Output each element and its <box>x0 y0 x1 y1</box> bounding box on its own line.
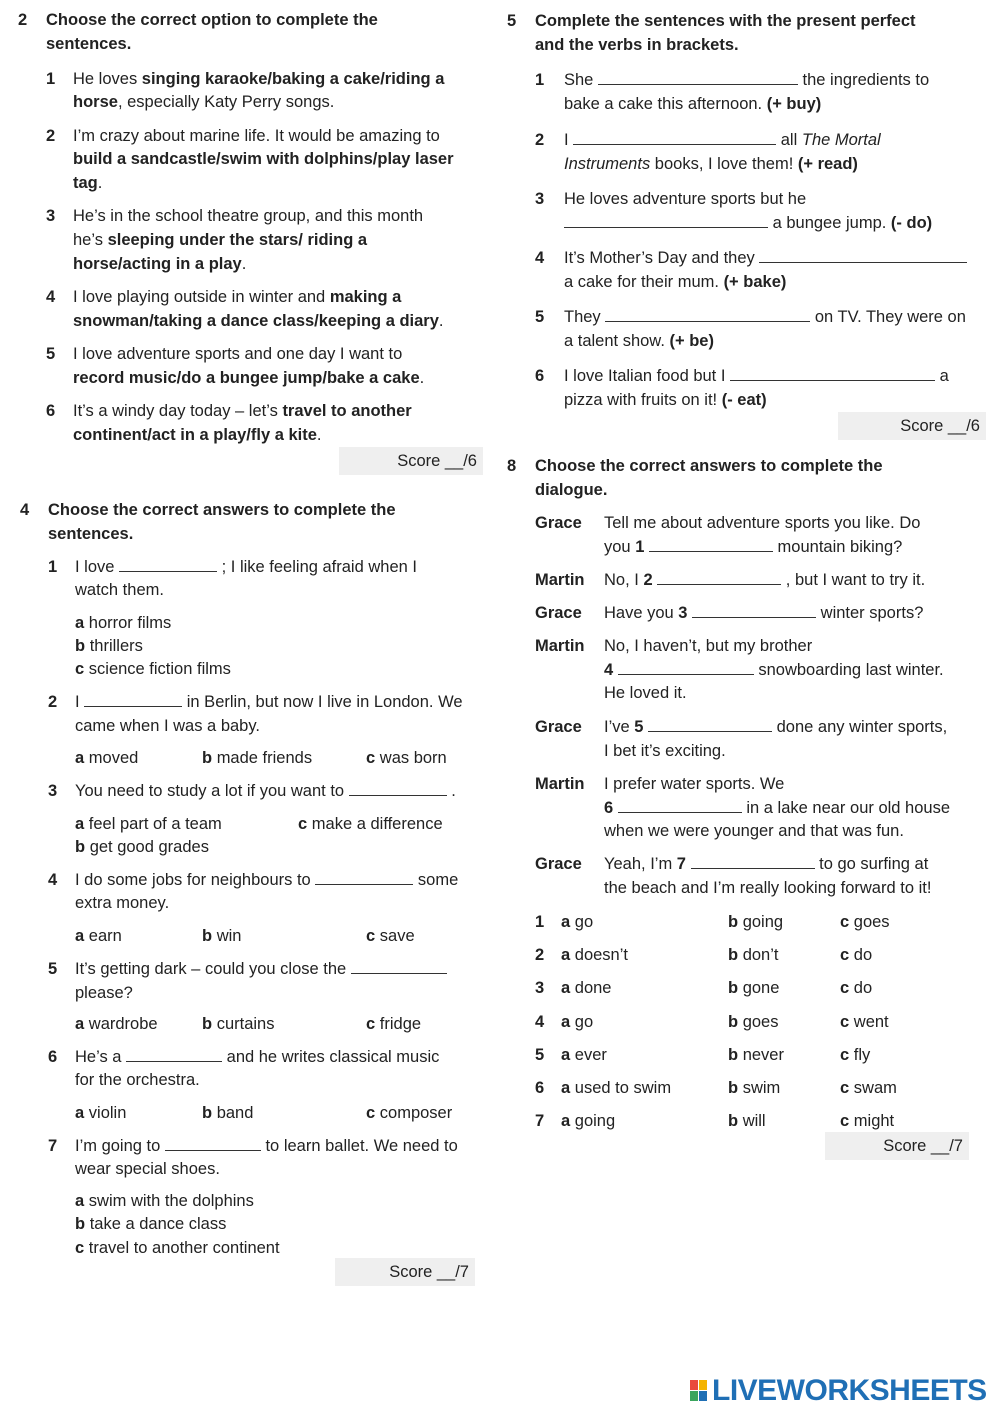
item-number: 5 <box>535 308 545 326</box>
option-c[interactable]: c was born <box>366 749 447 767</box>
answer-blank[interactable] <box>165 1136 261 1151</box>
answer-number: 4 <box>535 1013 545 1031</box>
item-number: 4 <box>535 249 545 267</box>
logo-grid-icon <box>690 1380 708 1402</box>
option-b[interactable]: b gone <box>728 979 780 997</box>
item-number: 4 <box>46 288 56 306</box>
answer-blank[interactable] <box>618 798 742 813</box>
dialogue-line: Have you 3 winter sports? <box>604 604 924 622</box>
question-text: I do some jobs for neighbours to some <box>75 871 459 889</box>
item-text: He loves singing karaoke/baking a cake/riding a <box>73 70 445 88</box>
score-box: Score __/7 <box>335 1258 475 1286</box>
option-a[interactable]: a used to swim <box>561 1079 672 1097</box>
option-c[interactable]: c might <box>840 1112 895 1130</box>
question-text: I in Berlin, but now I live in London. We <box>75 693 463 711</box>
answer-blank[interactable] <box>315 870 413 885</box>
answer-blank[interactable] <box>692 603 816 618</box>
exercise-number: 4 <box>20 501 30 519</box>
logo-square <box>690 1391 698 1401</box>
speaker-martin: Martin <box>535 775 585 793</box>
item-text: build a sandcastle/swim with dolphins/play laser <box>73 150 454 168</box>
option-c[interactable]: c swam <box>840 1079 897 1097</box>
answer-blank[interactable] <box>119 557 217 572</box>
item-text: pizza with fruits on it! (- eat) <box>564 391 767 409</box>
speaker-martin: Martin <box>535 637 585 655</box>
exercise-title: Choose the correct option to complete the <box>46 11 378 29</box>
item-number: 5 <box>46 345 56 363</box>
dialogue-line: when we were younger and that was fun. <box>604 822 904 840</box>
score-box: Score __/6 <box>339 447 483 475</box>
dialogue-line: the beach and I’m really looking forward to it! <box>604 879 932 897</box>
option-b[interactable]: b going <box>728 913 784 931</box>
question-text: came when I was a baby. <box>75 717 260 735</box>
item-number: 6 <box>46 402 56 420</box>
answer-number: 7 <box>535 1112 545 1130</box>
option-b[interactable]: b will <box>728 1112 766 1130</box>
option-a[interactable]: a done <box>561 979 612 997</box>
option-b[interactable]: b take a dance class <box>75 1215 227 1233</box>
answer-blank[interactable] <box>649 537 773 552</box>
option-c[interactable]: c composer <box>366 1104 453 1122</box>
speaker-grace: Grace <box>535 855 582 873</box>
answer-blank[interactable] <box>618 660 754 675</box>
option-a[interactable]: a ever <box>561 1046 607 1064</box>
exercise-title: Choose the correct answers to complete the <box>535 457 883 475</box>
answer-blank[interactable] <box>351 959 447 974</box>
answer-number: 2 <box>535 946 545 964</box>
item-text: a talent show. (+ be) <box>564 332 714 350</box>
answer-blank[interactable] <box>730 366 935 381</box>
question-text: He’s a and he writes classical music <box>75 1048 440 1066</box>
answer-blank[interactable] <box>759 248 967 263</box>
dialogue-line: I’ve 5 done any winter sports, <box>604 718 948 736</box>
item-number: 2 <box>46 127 56 145</box>
question-text: wear special shoes. <box>75 1160 220 1178</box>
option-b[interactable]: b curtains <box>202 1015 275 1033</box>
speaker-grace: Grace <box>535 718 582 736</box>
item-text: continent/act in a play/fly a kite. <box>73 426 322 444</box>
item-number: 3 <box>46 207 56 225</box>
answer-blank[interactable] <box>349 781 447 796</box>
answer-blank[interactable] <box>657 570 781 585</box>
item-text: horse, especially Katy Perry songs. <box>73 93 335 111</box>
answer-blank[interactable] <box>691 854 815 869</box>
item-text: horse/acting in a play. <box>73 255 247 273</box>
score-box: Score __/7 <box>825 1132 969 1160</box>
item-number: 6 <box>535 367 545 385</box>
question-text: I’m going to to learn ballet. We need to <box>75 1137 458 1155</box>
exercise-title: sentences. <box>48 525 134 543</box>
exercise-number: 8 <box>507 457 517 475</box>
item-text: bake a cake this afternoon. (+ buy) <box>564 95 822 113</box>
question-number: 7 <box>48 1137 58 1155</box>
option-a[interactable]: a feel part of a team <box>75 815 222 833</box>
item-text: Instruments books, I love them! (+ read) <box>564 155 858 173</box>
dialogue-line: I prefer water sports. We <box>604 775 785 793</box>
logo-text: LIVEWORKSHEETS <box>712 1374 987 1407</box>
item-text: I love playing outside in winter and making a <box>73 288 402 306</box>
dialogue-line: 4 snowboarding last winter. <box>604 661 944 679</box>
exercise-title: Complete the sentences with the present perfect <box>535 12 916 30</box>
question-text: please? <box>75 984 133 1002</box>
exercise-title: dialogue. <box>535 481 608 499</box>
speaker-grace: Grace <box>535 514 582 532</box>
item-text: She the ingredients to <box>564 71 930 89</box>
option-c[interactable]: c make a difference <box>298 815 443 833</box>
item-text: He loves adventure sports but he <box>564 190 807 208</box>
logo-square <box>690 1380 698 1390</box>
item-text: he’s sleeping under the stars/ riding a <box>73 231 368 249</box>
option-a[interactable]: a going <box>561 1112 616 1130</box>
dialogue-line: No, I 2 , but I want to try it. <box>604 571 926 589</box>
dialogue-line: 6 in a lake near our old house <box>604 799 951 817</box>
answer-blank[interactable] <box>573 130 776 145</box>
question-number: 4 <box>48 871 58 889</box>
question-number: 1 <box>48 558 58 576</box>
logo-square <box>699 1380 707 1390</box>
question-number: 3 <box>48 782 58 800</box>
question-text: watch them. <box>75 581 164 599</box>
option-a[interactable]: a violin <box>75 1104 127 1122</box>
item-text: I all The Mortal <box>564 131 881 149</box>
question-text: I love ; I like feeling afraid when I <box>75 558 417 576</box>
option-b[interactable]: b never <box>728 1046 784 1064</box>
speaker-martin: Martin <box>535 571 585 589</box>
option-a[interactable]: a wardrobe <box>75 1015 158 1033</box>
item-number: 2 <box>535 131 545 149</box>
question-text: for the orchestra. <box>75 1071 200 1089</box>
option-c[interactable]: c save <box>366 927 415 945</box>
option-b[interactable]: b goes <box>728 1013 779 1031</box>
item-text: tag. <box>73 174 103 192</box>
score-box: Score __/6 <box>838 412 986 440</box>
answer-blank[interactable] <box>598 70 798 85</box>
item-text: He’s in the school theatre group, and this month <box>73 207 424 225</box>
question-text: It’s getting dark – could you close the <box>75 958 447 980</box>
option-c[interactable]: c fly <box>840 1046 871 1064</box>
exercise-title: Choose the correct answers to complete the <box>48 501 396 519</box>
item-text: record music/do a bungee jump/bake a cake. <box>73 369 425 387</box>
option-c[interactable]: c goes <box>840 913 890 931</box>
option-c[interactable]: c do <box>840 946 873 964</box>
answer-blank[interactable] <box>648 717 772 732</box>
option-c[interactable]: c fridge <box>366 1015 422 1033</box>
dialogue-line: I bet it’s exciting. <box>604 742 726 760</box>
dialogue-line: He loved it. <box>604 684 687 702</box>
exercise-number: 2 <box>18 11 28 29</box>
answer-number: 6 <box>535 1079 545 1097</box>
option-b[interactable]: b win <box>202 927 242 945</box>
option-b[interactable]: b get good grades <box>75 838 209 856</box>
item-number: 1 <box>46 70 56 88</box>
option-b[interactable]: b band <box>202 1104 254 1122</box>
option-b[interactable]: b thrillers <box>75 637 143 655</box>
answer-blank[interactable] <box>564 213 768 228</box>
option-c[interactable]: c science fiction films <box>75 660 231 678</box>
dialogue-line: you 1 mountain biking? <box>604 538 903 556</box>
answer-number: 5 <box>535 1046 545 1064</box>
option-c[interactable]: c went <box>840 1013 889 1031</box>
option-b[interactable]: b swim <box>728 1079 781 1097</box>
question-number: 6 <box>48 1048 58 1066</box>
item-text: They on TV. They were on <box>564 308 966 326</box>
option-a[interactable]: a horror films <box>75 614 172 632</box>
item-text: I love adventure sports and one day I want to <box>73 345 403 363</box>
item-number: 3 <box>535 190 545 208</box>
option-b[interactable]: b made friends <box>202 749 313 767</box>
question-text: You need to study a lot if you want to . <box>75 782 456 800</box>
speaker-grace: Grace <box>535 604 582 622</box>
dialogue-line: Yeah, I’m 7 to go surfing at <box>604 855 929 873</box>
option-b[interactable]: b don’t <box>728 946 779 964</box>
option-a[interactable]: a moved <box>75 749 139 767</box>
option-a[interactable]: a swim with the dolphins <box>75 1192 254 1210</box>
option-a[interactable]: a doesn’t <box>561 946 628 964</box>
item-text: a bungee jump. (- do) <box>564 212 932 234</box>
item-number: 1 <box>535 71 545 89</box>
answer-blank[interactable] <box>605 307 810 322</box>
dialogue-line: No, I haven’t, but my brother <box>604 637 813 655</box>
option-a[interactable]: a earn <box>75 927 122 945</box>
answer-blank[interactable] <box>126 1047 222 1062</box>
option-c[interactable]: c travel to another continent <box>75 1239 280 1257</box>
exercise-title: and the verbs in brackets. <box>535 36 739 54</box>
item-text: I’m crazy about marine life. It would be amazing to <box>73 127 440 145</box>
question-number: 2 <box>48 693 58 711</box>
question-number: 5 <box>48 960 58 978</box>
option-c[interactable]: c do <box>840 979 873 997</box>
exercise-number: 5 <box>507 12 517 30</box>
item-text: It’s Mother’s Day and they <box>564 247 967 269</box>
dialogue-line: Tell me about adventure sports you like. Do <box>604 514 921 532</box>
item-text: I love Italian food but I a <box>564 367 949 385</box>
option-a[interactable]: a go <box>561 913 594 931</box>
answer-number: 1 <box>535 913 545 931</box>
option-a[interactable]: a go <box>561 1013 594 1031</box>
logo-square <box>699 1391 707 1401</box>
answer-number: 3 <box>535 979 545 997</box>
answer-blank[interactable] <box>84 692 182 707</box>
item-text: snowman/taking a dance class/keeping a diary. <box>73 312 444 330</box>
item-text: a cake for their mum. (+ bake) <box>564 273 787 291</box>
exercise-title: sentences. <box>46 35 132 53</box>
item-text: It’s a windy day today – let’s travel to another <box>73 402 412 420</box>
question-text: extra money. <box>75 894 170 912</box>
